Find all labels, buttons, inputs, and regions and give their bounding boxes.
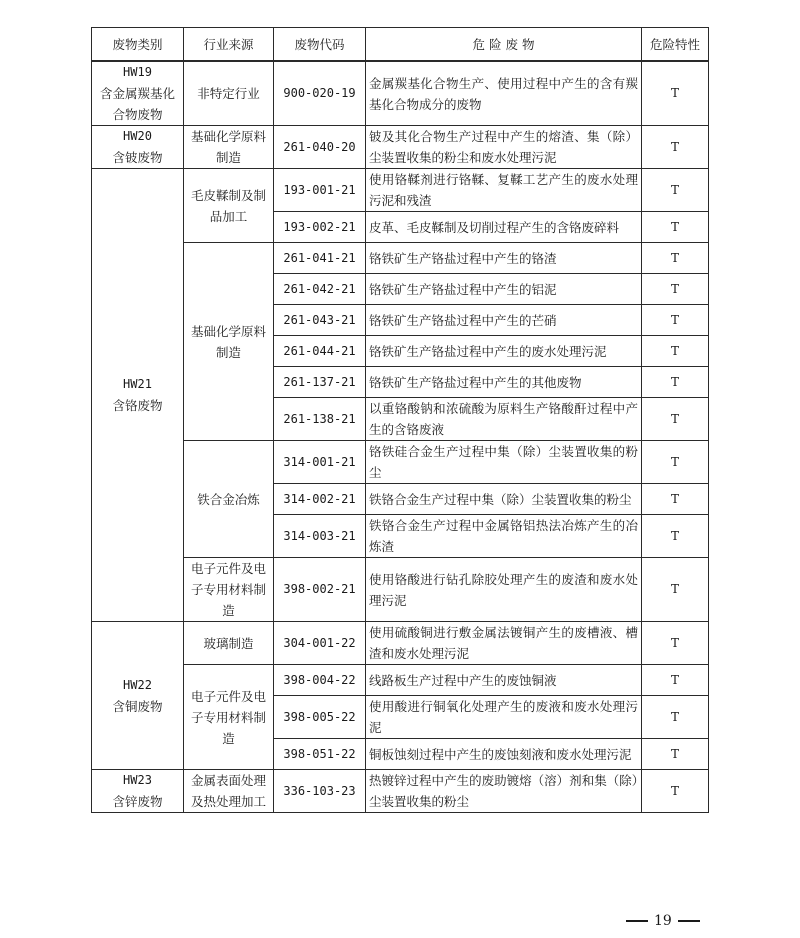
waste-description-cell: 使用硫酸铜进行敷金属法镀铜产生的废槽液、槽渣和废水处理污泥	[366, 622, 642, 665]
page-number: 19	[654, 913, 672, 929]
waste-description-cell: 铬铁矿生产铬盐过程中产生的废水处理污泥	[366, 336, 642, 367]
waste-code-cell: 261-043-21	[274, 305, 366, 336]
hazard-property-cell: T	[642, 61, 709, 126]
waste-category-code: HW21	[123, 377, 152, 391]
hazard-property-cell: T	[642, 770, 709, 813]
waste-category-code: HW22	[123, 677, 152, 692]
hazard-property-cell: T	[642, 305, 709, 336]
waste-code-cell: 314-003-21	[274, 515, 366, 558]
waste-category-cell	[92, 126, 184, 169]
hazard-property-cell: T	[642, 622, 709, 665]
waste-category-cell	[92, 770, 184, 813]
hazard-property-cell: T	[642, 696, 709, 739]
hazard-property-cell: T	[642, 484, 709, 515]
header-waste: 危 险 废 物	[366, 28, 642, 62]
industry-source-cell: 金属表面处理及热处理加工	[184, 770, 274, 813]
waste-description-cell: 铬铁矿生产铬盐过程中产生的铬渣	[366, 243, 642, 274]
waste-description-cell: 铬铁矿生产铬盐过程中产生的铝泥	[366, 274, 642, 305]
hazard-property-cell: T	[642, 126, 709, 169]
waste-description-cell: 使用酸进行铜氧化处理产生的废液和废水处理污泥	[366, 696, 642, 739]
waste-category-cell	[92, 61, 184, 126]
waste-description-cell: 使用铬酸进行钻孔除胶处理产生的废渣和废水处理污泥	[366, 558, 642, 622]
industry-source-cell: 非特定行业	[184, 61, 274, 126]
hazard-property-cell: T	[642, 665, 709, 696]
waste-code-cell: 261-137-21	[274, 367, 366, 398]
hazard-property-cell: T	[642, 558, 709, 622]
hazard-property-cell: T	[642, 274, 709, 305]
waste-code-cell: 900-020-19	[274, 61, 366, 126]
footer-dash-right	[678, 920, 700, 922]
waste-category-code: HW19	[123, 65, 152, 79]
header-hazard: 危险特性	[642, 28, 709, 62]
waste-code-cell: 336-103-23	[274, 770, 366, 813]
waste-code-cell: 398-051-22	[274, 739, 366, 770]
waste-category-name: 含锌废物	[112, 794, 163, 809]
waste-description-cell: 铁铬合金生产过程中集（除）尘装置收集的粉尘	[366, 484, 642, 515]
table-row	[92, 770, 709, 813]
waste-description-cell: 线路板生产过程中产生的废蚀铜液	[366, 665, 642, 696]
waste-code-cell: 314-002-21	[274, 484, 366, 515]
table-row	[92, 622, 709, 665]
table-header-row	[92, 28, 709, 62]
hazardous-waste-table	[91, 27, 709, 813]
page-footer	[620, 913, 706, 929]
hazard-property-cell: T	[642, 367, 709, 398]
waste-category-code: HW23	[123, 773, 152, 787]
hazard-property-cell: T	[642, 398, 709, 441]
table-row	[92, 665, 709, 696]
waste-description-cell: 铬铁硅合金生产过程中集（除）尘装置收集的粉尘	[366, 441, 642, 484]
hazard-property-cell: T	[642, 212, 709, 243]
waste-code-cell: 304-001-22	[274, 622, 366, 665]
hazard-property-cell: T	[642, 336, 709, 367]
waste-description-cell: 金属羰基化合物生产、使用过程中产生的含有羰基化合物成分的废物	[366, 61, 642, 126]
waste-category-cell	[92, 622, 184, 770]
industry-source-cell: 铁合金冶炼	[184, 441, 274, 558]
waste-description-cell: 铬铁矿生产铬盐过程中产生的其他废物	[366, 367, 642, 398]
waste-code-cell: 398-004-22	[274, 665, 366, 696]
header-code: 废物代码	[274, 28, 366, 62]
waste-code-cell: 193-001-21	[274, 169, 366, 212]
waste-description-cell: 以重铬酸钠和浓硫酸为原料生产铬酸酐过程中产生的含铬废液	[366, 398, 642, 441]
waste-category-name: 含金属羰基化合物废物	[99, 86, 175, 122]
table-row	[92, 61, 709, 126]
table-row	[92, 558, 709, 622]
industry-source-cell: 基础化学原料制造	[184, 126, 274, 169]
waste-code-cell: 261-042-21	[274, 274, 366, 305]
footer-dash-left	[626, 920, 648, 922]
waste-code-cell: 261-041-21	[274, 243, 366, 274]
waste-code-cell: 261-138-21	[274, 398, 366, 441]
waste-description-cell: 铜板蚀刻过程中产生的废蚀刻液和废水处理污泥	[366, 739, 642, 770]
hazard-property-cell: T	[642, 243, 709, 274]
waste-description-cell: 铁铬合金生产过程中金属铬铝热法冶炼产生的冶炼渣	[366, 515, 642, 558]
waste-description-cell: 皮革、毛皮鞣制及切削过程产生的含铬废碎料	[366, 212, 642, 243]
industry-source-cell: 基础化学原料制造	[184, 243, 274, 441]
waste-code-cell: 193-002-21	[274, 212, 366, 243]
waste-code-cell: 398-005-22	[274, 696, 366, 739]
hazard-property-cell: T	[642, 515, 709, 558]
waste-category-name: 含铜废物	[112, 698, 163, 714]
table-row	[92, 169, 709, 212]
table-row	[92, 126, 709, 169]
waste-description-cell: 铍及其化合物生产过程中产生的熔渣、集（除）尘装置收集的粉尘和废水处理污泥	[366, 126, 642, 169]
waste-code-cell: 398-002-21	[274, 558, 366, 622]
industry-source-cell: 电子元件及电子专用材料制造	[184, 558, 274, 622]
hazard-property-cell: T	[642, 441, 709, 484]
hazard-property-cell: T	[642, 169, 709, 212]
waste-code-cell: 261-040-20	[274, 126, 366, 169]
industry-source-cell: 电子元件及电子专用材料制造	[184, 665, 274, 770]
header-category: 废物类别	[92, 28, 184, 62]
waste-category-cell	[92, 169, 184, 622]
waste-description-cell: 铬铁矿生产铬盐过程中产生的芒硝	[366, 305, 642, 336]
waste-description-cell: 热镀锌过程中产生的废助镀熔（溶）剂和集（除）尘装置收集的粉尘	[366, 770, 642, 813]
table-row	[92, 243, 709, 274]
hazard-property-cell: T	[642, 739, 709, 770]
waste-category-name: 含铬废物	[112, 398, 163, 413]
industry-source-cell: 玻璃制造	[184, 622, 274, 665]
waste-description-cell: 使用铬鞣剂进行铬鞣、复鞣工艺产生的废水处理污泥和残渣	[366, 169, 642, 212]
waste-category-name: 含铍废物	[112, 150, 163, 165]
table-row	[92, 441, 709, 484]
waste-category-code: HW20	[123, 129, 152, 143]
header-source: 行业来源	[184, 28, 274, 62]
waste-code-cell: 261-044-21	[274, 336, 366, 367]
waste-code-cell: 314-001-21	[274, 441, 366, 484]
industry-source-cell: 毛皮鞣制及制品加工	[184, 169, 274, 243]
